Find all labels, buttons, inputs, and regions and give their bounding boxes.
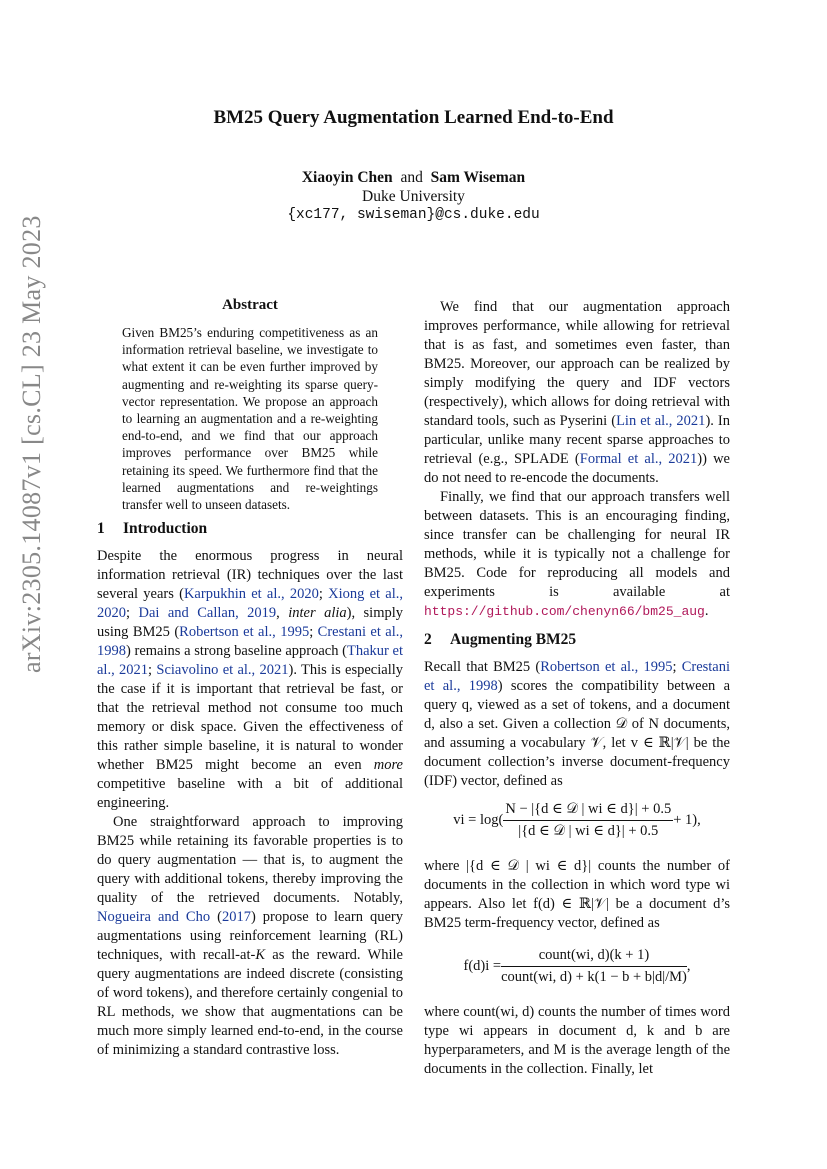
section-number: 1 <box>97 520 105 537</box>
author-2: Sam Wiseman <box>430 169 526 186</box>
fraction <box>503 800 673 841</box>
text: ). This is especially the case if it is important that retrieval be fast, or that the retrieval method not consume too much memory or disk space. Given the effectiveness of this rather simple baseline, it is natural to wonder whether BM25 might become an even <box>97 662 404 773</box>
text: ) remains a strong baseline approach ( <box>126 643 347 659</box>
numerator: N − |{d ∈ 𝒟 | wi ∈ d}| + 0.5 <box>503 800 673 821</box>
text: ), simply using BM25 ( <box>97 605 404 640</box>
equation-rhs: , <box>686 957 691 974</box>
abstract-heading: Abstract <box>222 297 278 313</box>
section-1-heading <box>97 519 403 538</box>
author-and: and <box>400 169 423 186</box>
paragraph <box>424 658 730 791</box>
text: ; <box>672 659 682 675</box>
denominator: count(wi, d) + k(1 − b + b|d|/M) <box>501 969 687 985</box>
citation-link[interactable]: Dai and Callan, 2019 <box>138 605 277 621</box>
section-title: Augmenting BM25 <box>450 631 577 648</box>
citation-link[interactable]: Robertson et al., 1995 <box>540 659 673 675</box>
citation-link[interactable]: Formal et al., 2021 <box>579 451 698 467</box>
author-1: Xiaoyin Chen <box>301 169 393 186</box>
text: . <box>704 603 709 619</box>
numerator: count(wi, d)(k + 1) <box>501 946 687 967</box>
citation-link[interactable]: Karpukhin et al., 2020 <box>183 586 319 602</box>
text: K <box>255 947 265 963</box>
citation-link[interactable]: Sciavolino et al., 2021 <box>156 662 289 678</box>
paragraph <box>97 813 403 1060</box>
denominator: |{d ∈ 𝒟 | wi ∈ d}| + 0.5 <box>518 823 659 839</box>
text: )) we do not need to re-encode the documents. <box>424 451 730 486</box>
paper-title: BM25 Query Augmentation Learned End-to-End <box>213 107 614 128</box>
paragraph: where count(wi, d) counts the number of times word type wi appears in document d, k and b are hyperparameters, and M is the average length of the documents in the collection. Finally, let <box>424 1004 730 1077</box>
paragraph <box>424 488 730 621</box>
code-url-link[interactable]: https://github.com/chenyn66/bm25_aug <box>424 604 705 619</box>
section-2-heading <box>424 630 730 649</box>
equation-rhs: + 1), <box>673 811 701 828</box>
arxiv-stamp: arXiv:2305.14087v1 [cs.CL] 23 May 2023 <box>17 215 46 673</box>
text: ; <box>318 586 329 602</box>
email: {xc177, swiseman}@cs.duke.edu <box>287 207 540 223</box>
text: One straightforward approach to improving BM25 while retaining its favorable properties is to do query augmentation — that is, to augment the query with additional tokens, thereby improving the quality of the retrieved documents. Notably, <box>97 814 403 906</box>
paragraph <box>97 547 403 813</box>
citation-link[interactable]: Crestani et al., 1998 <box>97 624 403 659</box>
equation-idf <box>424 800 730 841</box>
text: ) propose to learn query augmentations using reinforcement learning (RL) techniques, with recall-at- <box>97 909 403 963</box>
equation-lhs: f(d)i = <box>463 957 502 974</box>
citation-link[interactable]: Crestani et al., 1998 <box>424 659 731 694</box>
text: , <box>276 605 289 621</box>
text: ) scores the compatibility between a query q, viewed as a set of tokens, and a document d, also a set. Given a collection 𝒟 of N documents, and assuming a vocabulary 𝒱, let v ∈ ℝ|𝒱| be the document collection’s inverse document-frequency (IDF) vector, defined as <box>424 678 730 789</box>
citation-link[interactable]: 2017 <box>221 909 251 925</box>
affiliation: Duke University <box>362 188 465 205</box>
text: competitive baseline with a bit of additional engineering. <box>97 776 403 811</box>
paragraph: where |{d ∈ 𝒟 | wi ∈ d}| counts the number of documents in the collection in which word type wi appears. Also let f(d) ∈ ℝ|𝒱| be a document d’s BM25 term-frequency vector, defined as <box>424 858 730 931</box>
section-1-body <box>97 547 403 1060</box>
text: inter alia <box>288 605 347 621</box>
text: ). In particular, unlike many recent sparse approaches to retrieval (e.g., SPLADE ( <box>424 413 730 467</box>
text: Recall that BM25 ( <box>424 659 541 675</box>
text: Finally, we find that our approach transfers well between datasets. This is an encouraging finding, since transfer can be challenging for neural IR methods, while it is typically not a challenge for BM25. Code for reproducing all models and experiments is available at <box>424 489 730 600</box>
text: Despite the enormous progress in neural information retrieval (IR) techniques over the last several years ( <box>97 548 403 602</box>
section-2-body <box>424 658 730 791</box>
section-title: Introduction <box>123 520 208 537</box>
citation-link[interactable]: Nogueira and Cho <box>97 909 211 925</box>
text: more <box>373 757 403 773</box>
section-2-body-2 <box>424 857 730 933</box>
author-block <box>0 168 827 225</box>
equation-tf <box>424 946 730 987</box>
citation-link[interactable]: Robertson et al., 1995 <box>179 624 310 640</box>
fraction <box>501 946 687 987</box>
text: ; <box>148 662 157 678</box>
abstract-text: Given BM25’s enduring competitiveness as an information retrieval baseline, we investigate to what extent it can be even further improved by augmenting and re-weighting its sparse query-vector representation. We propose an approach to learning an augmentation and a re-weighting end-to-end, and we find that our approach improves performance over BM25 while retaining its speed. We furthermore find that the learned augmentations and re-weightings transfer well to unseen datasets. <box>122 325 378 513</box>
citation-link[interactable]: Thakur et al., 2021 <box>97 643 404 678</box>
text: We find that our augmentation approach improves performance, while allowing for retrieval that is as fast, and sometimes even faster, than BM25. Moreover, our approach can be realized by simply modifying the query and IDF vectors (respectively), which allows for doing retrieval with standard tools, such as Pyserini ( <box>424 299 730 429</box>
text: ( <box>210 909 222 925</box>
section-2-body-3 <box>424 1003 730 1079</box>
section-number: 2 <box>424 631 432 648</box>
text: ; <box>309 624 318 640</box>
equation-lhs: vi = log( <box>453 811 504 828</box>
citation-link[interactable]: Xiong et al., 2020 <box>97 586 403 621</box>
citation-link[interactable]: Lin et al., 2021 <box>616 413 706 429</box>
text: as the reward. While query augmentations are indeed discrete (consisting of word tokens), and therefore certainly congenial to RL methods, we show that augmentations can be much more simply learned end-to-end, in the course of minimizing a standard contrastive loss. <box>97 947 403 1058</box>
paragraph <box>424 298 730 488</box>
text: ; <box>126 605 139 621</box>
intro-continued <box>424 298 730 621</box>
